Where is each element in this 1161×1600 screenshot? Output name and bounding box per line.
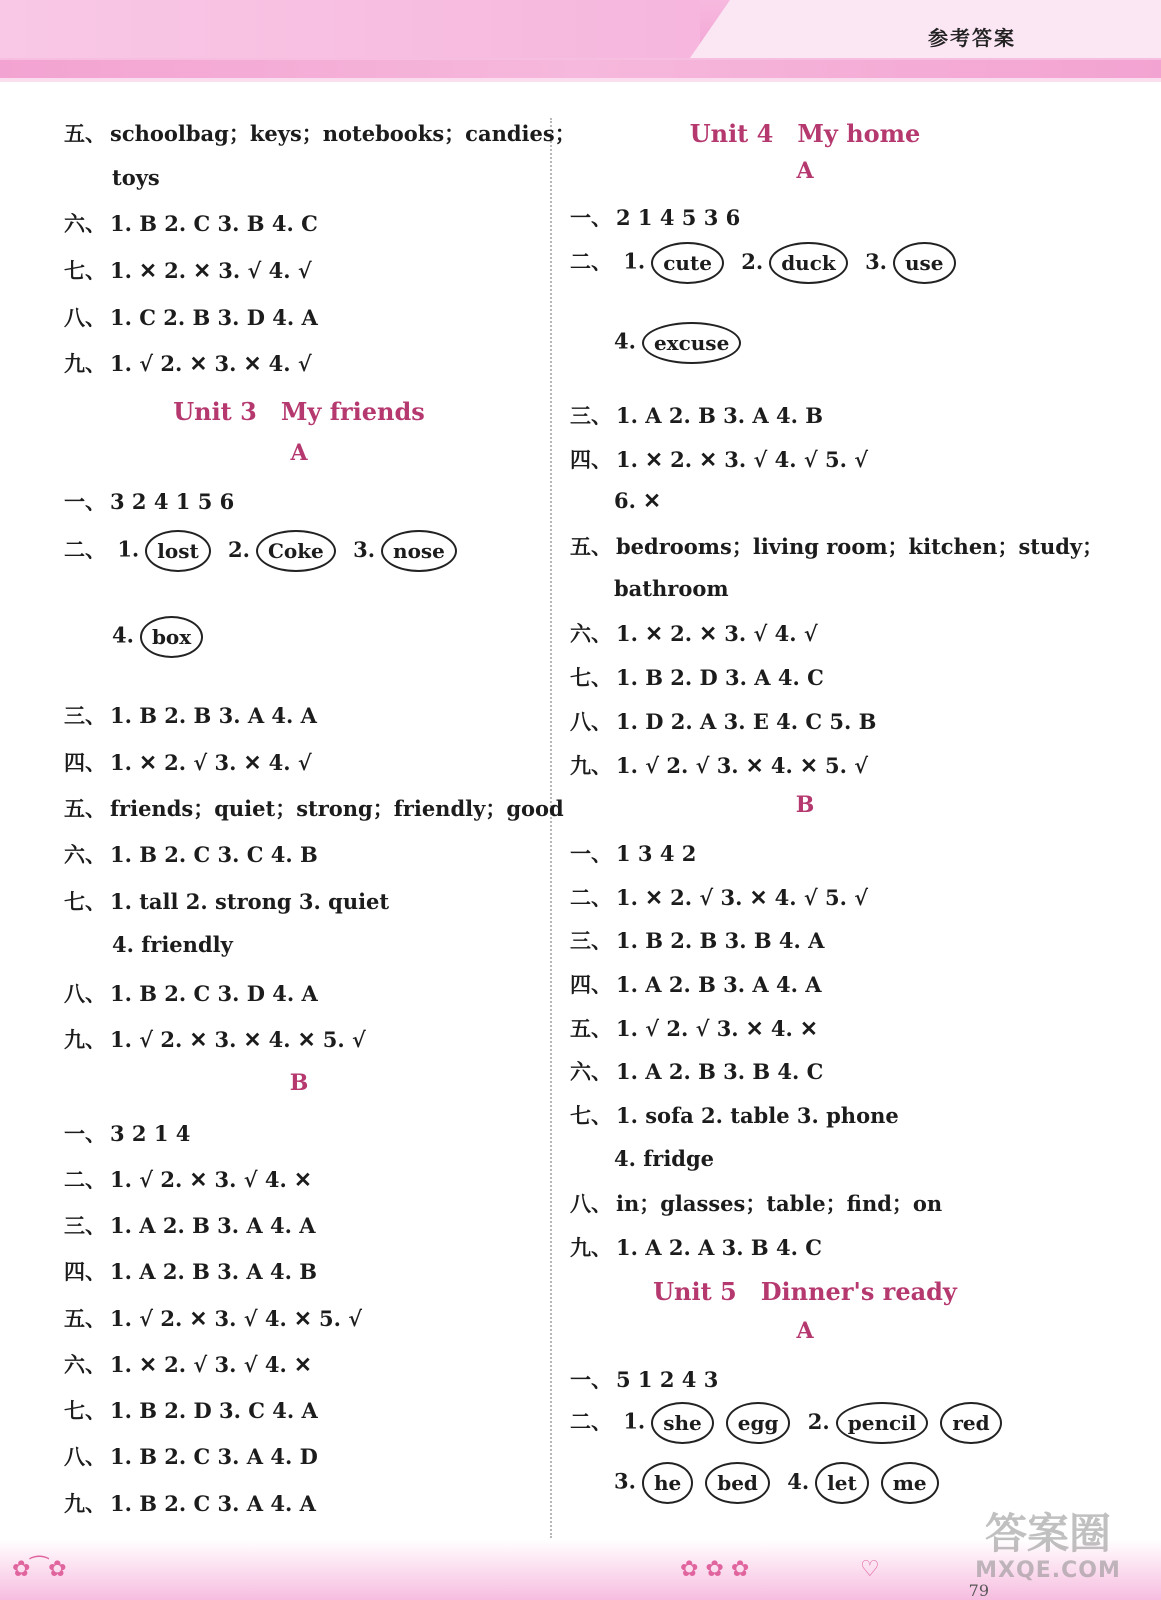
watermark-logo: [963, 1510, 1133, 1590]
circled-word: me: [881, 1462, 939, 1504]
answer-line: 三、 1. B 2. B 3. A 4. A: [64, 703, 317, 728]
answer-line: 九、 1. √ 2. √ 3. ✕ 4. ✕ 5. √: [570, 753, 869, 778]
circled-word: red: [940, 1402, 1001, 1444]
answer-line: 一、 3 2 4 1 5 6: [64, 489, 235, 514]
answer-line: 五、 bedrooms；living room；kitchen；study；: [570, 534, 1104, 559]
circled-answer-line: 二、 1. cute 2. duck 3. use: [570, 242, 962, 284]
section-title: A: [796, 1318, 814, 1344]
page-number: 79: [968, 1581, 989, 1600]
answer-line: 二、 1. √ 2. ✕ 3. √ 4. ✕: [64, 1167, 312, 1192]
answer-line: bathroom: [614, 576, 729, 601]
section-title: A: [290, 440, 308, 466]
answer-line: 八、 1. D 2. A 3. E 4. C 5. B: [570, 709, 877, 734]
answer-line: 七、 1. B 2. D 3. C 4. A: [64, 1398, 318, 1423]
header-ribbon: [690, 0, 1161, 58]
answer-line: 4. fridge: [614, 1146, 715, 1171]
header-stripe: [0, 60, 1161, 78]
answer-line: 三、 1. A 2. B 3. A 4. A: [64, 1213, 316, 1238]
section-title: B: [795, 792, 815, 818]
column-divider: [550, 118, 552, 1538]
answer-line: 三、 1. B 2. B 3. B 4. A: [570, 928, 825, 953]
circled-word: cute: [651, 242, 724, 284]
answer-line: 四、 1. A 2. B 3. A 4. A: [570, 972, 822, 997]
answer-line: 四、 1. ✕ 2. √ 3. ✕ 4. √: [64, 750, 312, 775]
answer-line: 4. friendly: [112, 932, 233, 957]
answer-line: 一、 1 3 4 2: [570, 841, 697, 866]
answer-line: 一、 3 2 1 4: [64, 1121, 191, 1146]
answer-line: 七、 1. tall 2. strong 3. quiet: [64, 889, 390, 914]
answer-line: toys: [112, 165, 160, 190]
unit-title: Unit 3 My friends: [173, 397, 425, 426]
answer-line: 六、 1. ✕ 2. √ 3. √ 4. ✕: [64, 1352, 312, 1377]
circled-word: egg: [726, 1402, 791, 1444]
answer-line: 九、 1. A 2. A 3. B 4. C: [570, 1235, 822, 1260]
unit-title: Unit 4 My home: [689, 119, 921, 148]
header-title: 参考答案: [928, 26, 1016, 50]
circled-word: let: [815, 1462, 869, 1504]
header-band: [0, 0, 1161, 82]
answer-line: 四、 1. A 2. B 3. A 4. B: [64, 1259, 317, 1284]
circled-answer-line: 4. excuse: [614, 322, 747, 364]
circled-word: duck: [769, 242, 848, 284]
section-title: B: [289, 1070, 309, 1096]
answer-line: 九、 1. √ 2. ✕ 3. ✕ 4. ✕ 5. √: [64, 1027, 366, 1052]
circled-word: box: [140, 616, 203, 658]
answer-line: 二、 1. ✕ 2. √ 3. ✕ 4. √ 5. √: [570, 885, 869, 910]
answer-line: 五、 schoolbag；keys；notebooks；candies；: [64, 121, 576, 146]
answer-line: 九、 1. B 2. C 3. A 4. A: [64, 1491, 316, 1516]
answer-line: 九、 1. √ 2. ✕ 3. ✕ 4. √: [64, 351, 312, 376]
answer-line: 七、 1. ✕ 2. ✕ 3. √ 4. √: [64, 258, 312, 283]
answer-line: 一、 5 1 2 4 3: [570, 1367, 719, 1392]
answer-line: 6. ✕: [614, 488, 661, 513]
answer-line: 七、 1. B 2. D 3. A 4. C: [570, 665, 824, 690]
answer-line: 八、 1. C 2. B 3. D 4. A: [64, 305, 318, 330]
unit-title: Unit 5 Dinner's ready: [653, 1277, 957, 1306]
answer-line: 四、 1. ✕ 2. ✕ 3. √ 4. √ 5. √: [570, 447, 869, 472]
circled-word: Coke: [256, 530, 336, 572]
watermark-text: 答案圈: [984, 1509, 1111, 1558]
answer-line: 六、 1. ✕ 2. ✕ 3. √ 4. √: [570, 621, 818, 646]
answer-line: 三、 1. A 2. B 3. A 4. B: [570, 403, 823, 428]
circled-answer-line: 3. he bed 4. let me: [614, 1462, 945, 1504]
answer-line: 七、 1. sofa 2. table 3. phone: [570, 1103, 899, 1128]
circled-word: pencil: [836, 1402, 929, 1444]
circled-word: nose: [381, 530, 457, 572]
answer-line: 一、 2 1 4 5 3 6: [570, 205, 741, 230]
answer-line: 八、 1. B 2. C 3. D 4. A: [64, 981, 318, 1006]
circled-word: bed: [705, 1462, 770, 1504]
answer-line: 五、 1. √ 2. ✕ 3. √ 4. ✕ 5. √: [64, 1306, 363, 1331]
answer-line: 六、 1. B 2. C 3. C 4. B: [64, 842, 318, 867]
section-title: A: [796, 158, 814, 184]
circled-word: use: [893, 242, 956, 284]
answer-line: 八、 in；glasses；table；find；on: [570, 1191, 943, 1216]
circled-word: excuse: [642, 322, 741, 364]
watermark-url: MXQE.COM: [975, 1558, 1121, 1583]
circled-word: lost: [145, 530, 210, 572]
circled-answer-line: 二、 1. she egg 2. pencil red: [570, 1402, 1008, 1444]
flower-decoration-icon: ✿⁀✿: [12, 1557, 67, 1582]
answer-line: 八、 1. B 2. C 3. A 4. D: [64, 1444, 318, 1469]
header-band-left: [0, 0, 700, 58]
answer-line: 六、 1. B 2. C 3. B 4. C: [64, 211, 318, 236]
flower-decoration-icon: ✿ ✿ ✿: [680, 1557, 750, 1582]
circled-word: she: [651, 1402, 714, 1444]
answer-line: 五、 1. √ 2. √ 3. ✕ 4. ✕: [570, 1016, 818, 1041]
answer-line: 五、 friends；quiet；strong；friendly；good: [64, 796, 564, 821]
circled-answer-line: 4. box: [112, 616, 209, 658]
circled-answer-line: 二、 1. lost 2. Coke 3. nose: [64, 530, 463, 572]
heart-decoration-icon: ♡: [860, 1557, 880, 1582]
answer-line: 六、 1. A 2. B 3. B 4. C: [570, 1059, 824, 1084]
circled-word: he: [642, 1462, 693, 1504]
